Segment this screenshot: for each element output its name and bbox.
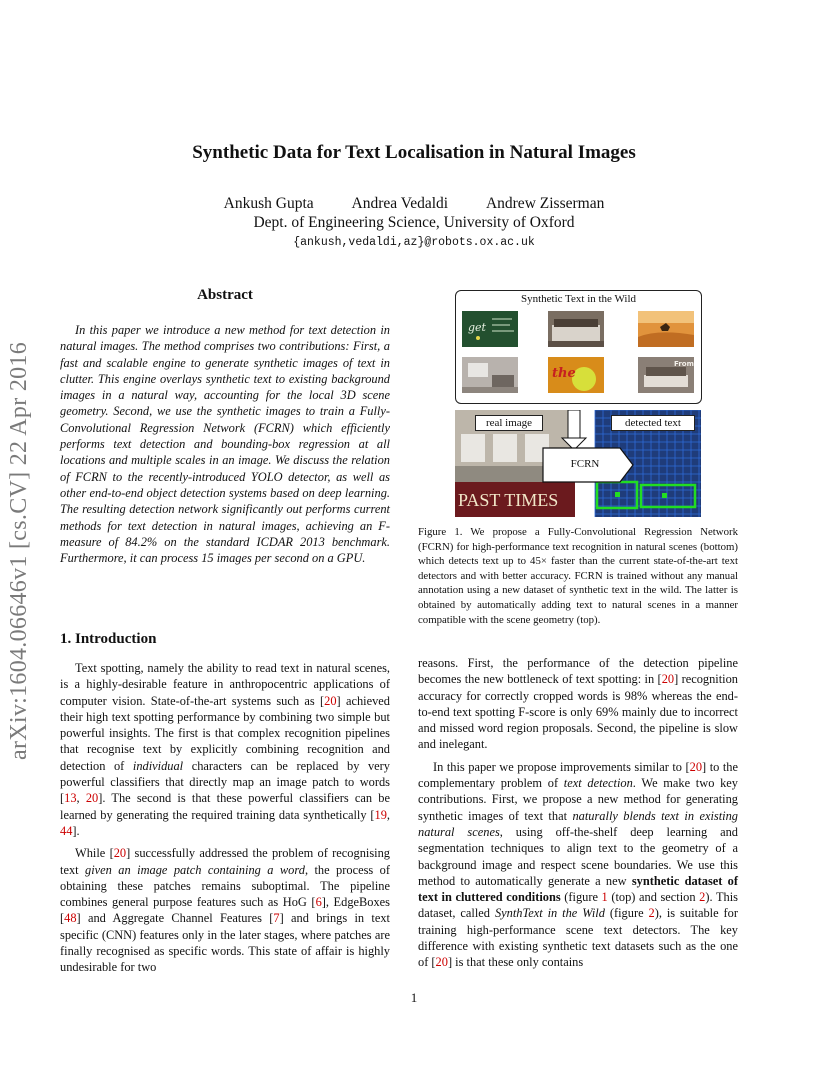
thumbnail-bedroom-2 xyxy=(638,357,694,393)
abstract-text: In this paper we introduce a new method for text detection in natural images. The method comprises two contributions: First, a fast and scalable engine to generate synthetic images of text in clutter. This engine overlays synthetic text to existing background images in a natural way, accounting for the local 3D scene geometry. Second, we use the synthetic images to train a Fully-Convolutional Regression Network (FCRN) which efficiently performs text detection and bounding-box regression at all locations and multiple scales in an image. We discuss the relation of FCRN to the recently-introduced YOLO detector, as well as other end-to-end object detection systems based on deep learning. The resulting detection network significantly out performs current methods for text detection in natural images, achieving an F-measure of 84.2% on the standard ICDAR 2013 benchmark. Furthermore, it can process 15 images per second on a GPU. xyxy=(60,323,390,566)
figure-detection-panel xyxy=(455,410,701,517)
thumbnail-desert xyxy=(638,311,694,347)
right-paragraph-1: reasons. First, the performance of the detection pipeline becomes the new bottleneck of text spotting: in [20] recognition accuracy for correctly cropped words is 98% whereas the end-to-end text spotting F-score is only 69% mainly due to incorrect and missed word region proposals. Second, the pipeline is slow and inelegant. xyxy=(418,656,738,752)
right-paragraph-2: In this paper we propose improvements similar to [20] to the complementary problem of text detection. We make two key contributions. First, we propose a new method for generating synthetic images of text that naturally blends text in existing natural scenes, using off-the-shelf deep learning and segmentation techniques to align text to the geometry of a background image and respect scene boundaries. We use this method to automatically generate a new synthetic dataset of text in cluttered conditions (figure 1 (top) and section 2). This dataset, called SynthText in the Wild (figure 2), is suitable for training high-performance scene text detectors. The key difference with existing synthetic text datasets such as the one of [20] is that these only contains xyxy=(418,759,738,970)
figure-link[interactable]: 2 xyxy=(648,906,655,921)
citation-link[interactable]: 48 xyxy=(64,911,77,926)
citation-link[interactable]: 44 xyxy=(60,823,73,838)
thumb-text: get xyxy=(468,321,486,334)
right-column-body xyxy=(418,655,738,977)
citation-link[interactable]: 20 xyxy=(324,693,337,708)
thumb-text: the xyxy=(552,366,576,381)
figure-caption: Figure 1. We propose a Fully-Convolutional Regression Network (FCRN) for high-performance text recognition in natural scenes (bottom) which detects text up to 45× faster than the current state-of-the-art text detectors and with better accuracy. FCRN is trained without any manual annotation using a new dataset of synthetic text in the wild. The latter is obtained by automatically adding text to natural scenes in a manner compatible with the scene geometry (top). xyxy=(418,526,738,626)
citation-link[interactable]: 20 xyxy=(435,955,448,970)
thumbnail-bedroom xyxy=(548,311,604,347)
thumbnail-chalkboard xyxy=(462,311,518,347)
thumbnail-room-desk xyxy=(462,357,518,393)
citation-link[interactable]: 20 xyxy=(661,672,675,687)
section-heading-introduction: 1. Introduction xyxy=(60,631,157,647)
intro-paragraph-1: Text spotting, namely the ability to read text in natural scenes, is a highly-desirable feature in anthropocentric applications of computer vision. State-of-the-art systems such as [20] achieved their high text spotting performance by combining two simple but powerful insights. The first is that complex recognition pipelines that recognise text by explicitly combining recognition and detection of individual characters can be replaced by very powerful classifiers that directly map an image patch to words [13, 20]. The second is that these powerful classifiers can be learned by generating the required training data synthetically [19, 44]. xyxy=(60,661,390,838)
real-image-label: real image xyxy=(475,415,543,431)
author-name: Ankush Gupta xyxy=(223,195,314,212)
thumbnail-tennis-ball xyxy=(548,357,604,393)
figure-link[interactable]: 1 xyxy=(601,890,608,905)
citation-link[interactable]: 7 xyxy=(273,911,280,926)
author-list xyxy=(0,195,828,213)
author-name: Andrea Vedaldi xyxy=(351,195,449,212)
bedroom-2-image xyxy=(638,357,694,393)
citation-link[interactable]: 19 xyxy=(374,807,387,822)
intro-paragraph-2: While [20] successfully addressed the problem of recognising text given an image patch containing a word, the process of obtaining these patches remains suboptimal. The pipeline combines general purpose features such as HoG [6], EdgeBoxes [48] and Aggregate Channel Features [7] and brings in text specific (CNN) features only in the later stages, where patches are finally recognised as specific words. This state of affair is highly undesirable for two xyxy=(60,846,390,975)
tennis-ball-image xyxy=(548,357,604,393)
bedroom-image xyxy=(548,311,604,347)
abstract-heading: Abstract xyxy=(197,287,253,303)
detected-text-label: detected text xyxy=(611,415,695,431)
thumb-text: From xyxy=(674,360,694,368)
arxiv-id: arXiv:1604.06646v1 [cs.CV] 22 Apr 2016 xyxy=(6,341,32,760)
abstract-body xyxy=(60,322,390,572)
intro-body xyxy=(60,660,390,982)
author-name: Andrew Zisserman xyxy=(485,195,605,212)
figure-synthetic-box xyxy=(455,290,702,404)
author-email: {ankush,vedaldi,az}@robots.ox.ac.uk xyxy=(293,236,535,249)
citation-link[interactable]: 13 xyxy=(64,791,77,806)
citation-link[interactable]: 6 xyxy=(315,895,322,910)
figure-box-title: Synthetic Text in the Wild xyxy=(520,293,637,305)
page-number: 1 xyxy=(410,990,418,1005)
desert-image xyxy=(638,311,694,347)
paper-title: Synthetic Data for Text Localisation in Natural Images xyxy=(192,142,636,163)
section-link[interactable]: 2 xyxy=(699,890,706,905)
sign-text: PAST TIMES xyxy=(458,490,559,510)
room-desk-image xyxy=(462,357,518,393)
citation-link[interactable]: 20 xyxy=(113,846,127,861)
citation-link[interactable]: 20 xyxy=(689,759,703,774)
citation-link[interactable]: 20 xyxy=(85,791,99,806)
chalkboard-image xyxy=(462,311,518,347)
arxiv-stamp xyxy=(4,280,44,760)
fcrn-label: FCRN xyxy=(570,458,600,470)
affiliation: Dept. of Engineering Science, University of Oxford xyxy=(253,214,575,231)
